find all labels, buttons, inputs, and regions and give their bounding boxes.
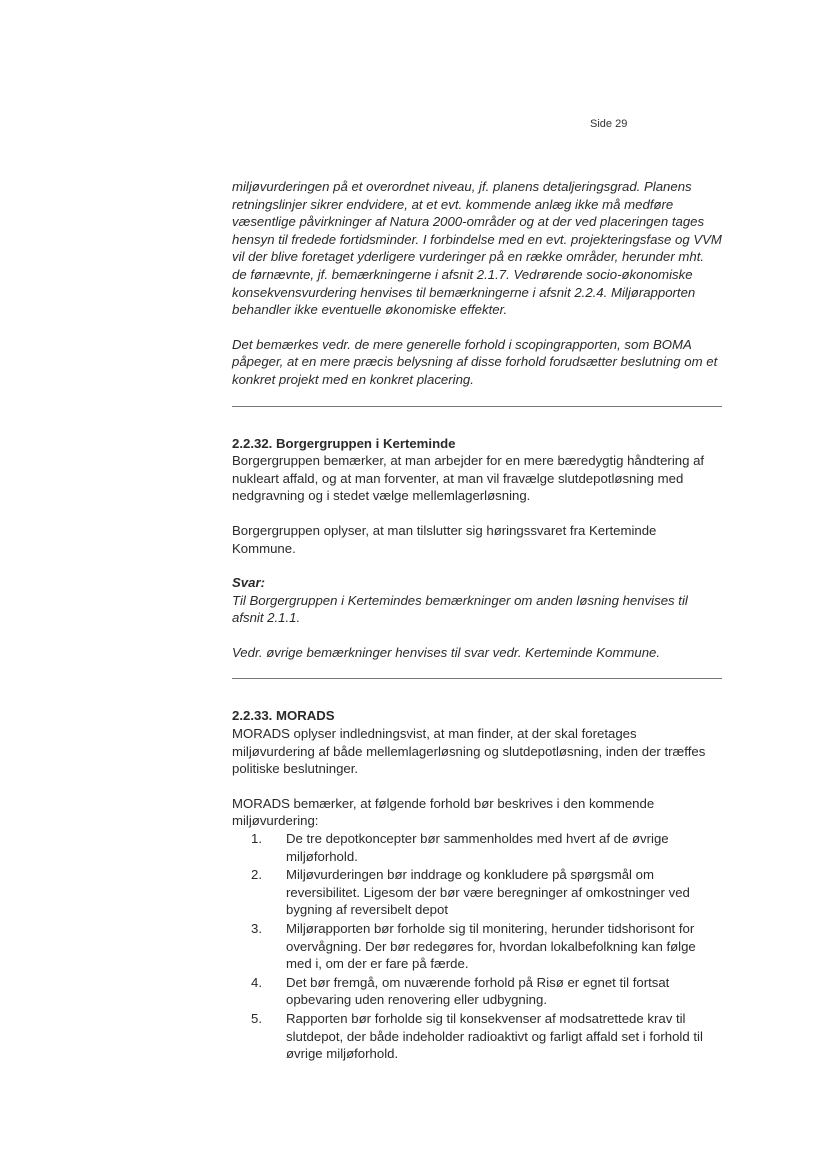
answer-paragraph-1: Til Borgergruppen i Kertemindes bemærkninger om anden løsning henvises til afsnit 2.1.1. [232, 592, 688, 626]
list-item-text: Det bør fremgå, om nuværende forhold på Risø er egnet til fortsat opbevaring uden renovering eller udbygning. [286, 974, 670, 1008]
answer-paragraph-2: Vedr. øvrige bemærkninger henvises til svar vedr. Kerteminde Kommune. [232, 644, 661, 660]
list-item-text: De tre depotkoncepter bør sammenholdes med hvert af de øvrige miljøforhold. [286, 831, 669, 864]
document-body [232, 178, 722, 1064]
section-2233-title: 2.2.33. MORADS [232, 708, 335, 724]
list-item-number: 3. [251, 921, 262, 936]
list-item [232, 1010, 722, 1063]
intro-paragraph-1: miljøvurderingen på et overordnet niveau, jf. planens detaljeringsgrad. Planens retningslinjer sikrer endvidere, at et evt. kommende anlæg ikke må medføre væsentlige påvirkninger af Natura 2000-områder og at der ved placeringen tages hensyn til fredede fortidsminder. I forbindelse med en evt. projekteringsfase og VVM vil der blive foretaget yderligere vurderinger på en række områder, herunder mht. de førnævnte, jf. bemærkningerne i afsnit 2.1.7. Vedrørende socio-økonomiske konsekvensvurdering henvises til bemærkningerne i afsnit 2.2.4. Miljørapporten behandler ikke eventuelle økonomiske effekter. [232, 179, 722, 318]
answer-label: Svar: [232, 575, 265, 591]
list-item [232, 920, 722, 973]
section-2233-paragraph-1: MORADS oplyser indledningsvist, at man finder, at der skal foretages miljøvurdering af både mellemlagerløsning og slutdepotløsning, inden der træffes politiske beslutninger. [232, 726, 706, 777]
section-2232-title: 2.2.32. Borgergruppen i Kerteminde [232, 435, 456, 451]
list-item-text: Rapporten bør forholde sig til konsekvenser af modsatrettede krav til slutdepot, der både indeholder radioaktivt og farligt affald set i forhold til øvrige miljøforhold. [286, 1010, 703, 1062]
list-item-text: Miljøvurderingen bør inddrage og konkludere på spørgsmål om reversibilitet. Ligesom der bør være beregninger af omkostninger ved bygning af reversibelt depot [286, 867, 690, 918]
section-divider [232, 678, 722, 679]
list-item-number: 2. [251, 867, 262, 883]
section-2233-paragraph-2: MORADS bemærker, at følgende forhold bør beskrives i den kommende miljøvurdering: [232, 795, 655, 829]
list-item-number: 4. [251, 974, 262, 990]
list-item [232, 866, 722, 919]
section-divider [232, 406, 722, 407]
list-item-text: Miljørapporten bør forholde sig til monitering, herunder tidshorisont for overvågning. Der bør redegøres for, hvordan lokalbefolkning kan følge med i, om der er fare på færde. [286, 921, 696, 972]
list-item-number: 1. [251, 831, 262, 847]
page-number: Side 29 [590, 118, 628, 130]
list-item [232, 974, 722, 1009]
list-item [232, 830, 722, 865]
intro-paragraph-2: Det bemærkes vedr. de mere generelle forhold i scopingrapporten, som BOMA påpeger, at en mere præcis belysning af disse forhold forudsætter beslutning om et konkret projekt med en konkret placering. [232, 336, 718, 387]
list-item-number: 5. [251, 1010, 262, 1026]
section-2232-paragraph-1: Borgergruppen bemærker, at man arbejder for en mere bæredygtig håndtering af nukleart affald, og at man forventer, at man vil fravælge slutdepotløsning med nedgravning og i stedet vælge mellemlagerløsning. [232, 453, 705, 504]
section-2232-paragraph-2: Borgergruppen oplyser, at man tilslutter sig høringssvaret fra Kerteminde Kommune. [232, 522, 657, 556]
requirements-list [232, 830, 722, 1063]
